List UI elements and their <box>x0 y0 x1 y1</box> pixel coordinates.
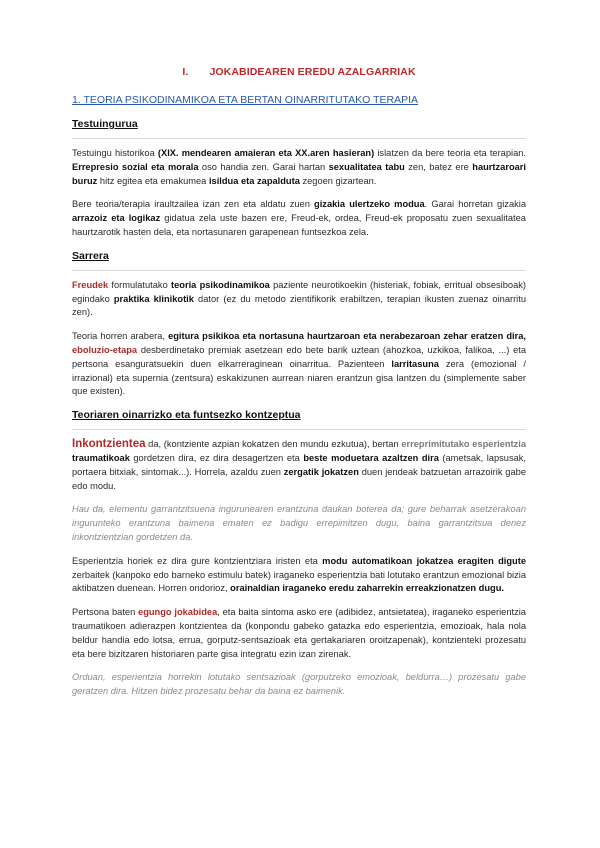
highlight-term: Freudek <box>72 279 109 290</box>
emphasis-text: sexualitatea tabu <box>328 161 405 172</box>
emphasis-text: orainaldian iraganeko eredu zaharrekin erreakzionatzen dugu. <box>230 583 504 594</box>
paragraph: Freudek formulatutako teoria psikodinamikoa paziente neurotikoekin (histeriak, fobiak, erritual obsesiboak) egindako praktika klinikotik dator (ez du metodo zientifikorik erabiltzen, terapian ikusten zuenaz oinarritu zen). <box>72 279 527 318</box>
emphasis-text: traumatikoak <box>72 452 130 463</box>
emphasis-text: Errepresio sozial eta morala <box>72 161 199 172</box>
subheading-sarrera: Sarrera <box>72 249 109 262</box>
highlight-term: erreprimitutako esperientzia <box>401 439 526 450</box>
divider <box>72 429 526 430</box>
chapter-title: JOKABIDEAREN EREDU AZALGARRIAK <box>209 66 416 78</box>
paragraph: Inkontzientea da, (kontziente azpian kokatzen den mundu ezkutua), bertan erreprimitutako esperientzia traumatikoak gordetzen dira, ez dira desagertzen eta beste moduetara azaltzen dira (ametsak, lapsusak, portaera bitxiak, sintomak...). Horrela, azaldu zuen zergatik jokatzen duen jendeak batzuetan arrazoirik gabe edo modu. <box>72 438 527 491</box>
divider <box>72 270 526 271</box>
subheading-kontzeptuak: Teoriaren oinarrizko eta funtsezko kontzeptua <box>72 409 301 422</box>
highlight-term: eboluzio-etapa <box>72 344 138 355</box>
paragraph: Pertsona baten egungo jokabidea, eta baita sintoma asko ere (adibidez, antsietatea), iraganeko esperientzia traumatikoen adierazpen kontzientea da (konpondu gabeko gatazka edo esperientzia, emozioak, hala nola beldur handia edo lotsa, errua, gorputz-sentsazioak eta gertakariaren oroitzapenak), kontzienteki prozesatu eta bere bizitzaren historiaren parte gisa integratu ezin izan zirenak. <box>72 607 526 659</box>
paragraph: Testuingu historikoa (XIX. mendearen amaieran eta XX.aren hasieran) islatzen da bere teoria eta terapian. Errepresio sozial eta morala oso handia zen. Garai hartan sexualitatea tabu zen, batez ere haurtzaroari buruz hitz egitea eta emakumea isildua eta zapalduta zegoen gizartean. <box>72 148 527 186</box>
emphasis-text: teoria psikodinamikoa <box>171 279 270 290</box>
paragraph: Bere teoria/terapia iraultzailea izan zen eta aldatu zuen gizakia ulertzeko modua. Garai horretan gizakia arrazoiz eta logikaz gidatua zela uste bazen ere, Freud-ek, ordea, Freud-ek proposatu zuen sexualitatea haurtzarotik hasten dela, eta nortasunaren garapenean funtsezkoa zela. <box>72 199 527 237</box>
divider <box>72 138 526 139</box>
emphasis-text: larritasuna <box>391 358 439 369</box>
chapter-heading <box>72 66 526 78</box>
emphasis-text: zergatik jokatzen <box>283 466 359 477</box>
emphasis-text: isildua eta zapalduta <box>208 175 300 186</box>
emphasis-text: beste moduetara azaltzen dira <box>303 452 439 463</box>
document-content <box>72 66 526 709</box>
paragraph: Esperientzia horiek ez dira gure kontzientziara iristen eta modu automatikoan jokatzea eragiten digute zerbaitek (kanpoko edo barneko estimulu batek) iraganeko esperientzia bati lotutako erantzun emozional bizia aktibatzen duenean. Horren ondorioz, orainaldian iraganeko eredu zaharrekin erreakzionatzen dugu. <box>72 555 526 594</box>
quote-paragraph: Orduan, esperientzia horrekin lotutako sentsazioak (gorputzeko emozioak, beldurra…) prozesatu gabe geratzen dira. Hitzen bidez prozesatu behar da baina ez baimenik. <box>72 672 526 697</box>
highlight-term: egungo jokabidea <box>138 607 218 618</box>
emphasis-text: praktika klinikotik <box>113 293 194 304</box>
emphasis-text: (XIX. mendearen amaieran eta XX.aren hasieran) <box>157 148 375 158</box>
highlight-term: Inkontzientea <box>72 438 146 451</box>
emphasis-text: egitura psikikoa eta nortasuna haurtzaroan eta nerabezaroan zehar eratzen dira, <box>168 331 526 342</box>
emphasis-text: arrazoiz eta logikaz <box>72 213 161 224</box>
emphasis-text: modu automatikoan jokatzea eragiten digute <box>322 555 526 566</box>
chapter-number: I. <box>182 66 189 78</box>
subheading-testuingurua: Testuingurua <box>72 118 138 130</box>
emphasis-text: gizakia ulertzeko modua <box>314 199 425 210</box>
quote-paragraph: Hau da, elementu garrantzitsuena ingurunearen erantzuna daukan boterea da; gure beharrak asetzerakoan ingurunteko erantzuna baimena ematen ez badigu errepimitzen dugu, baina garrantzitsua denez inkontzientzian gordetzen da. <box>72 504 526 542</box>
section-title: 1. TEORIA PSIKODINAMIKOA ETA BERTAN OINARRITUTAKO TERAPIA <box>72 94 418 106</box>
paragraph: Teoria horren arabera, egitura psikikoa eta nortasuna haurtzaroan eta nerabezaroan zehar eratzen dira, eboluzio-etapa desberdinetako premiak asetzean edo bete barik uztean (ahozkoa, uzkikoa, falikoa, ...) eta pertsona esanguratsuekin duen elkarreraginean oinarritua. Pazienteen larritasuna zera (emozional / irrazional) eta supernia (zentsura) eskakizunen aurrean niaren erantzun gisa lantzen du (simplemente saber que existen). <box>72 331 526 397</box>
emphasis-text: haurtzaroari buruz <box>72 161 527 186</box>
